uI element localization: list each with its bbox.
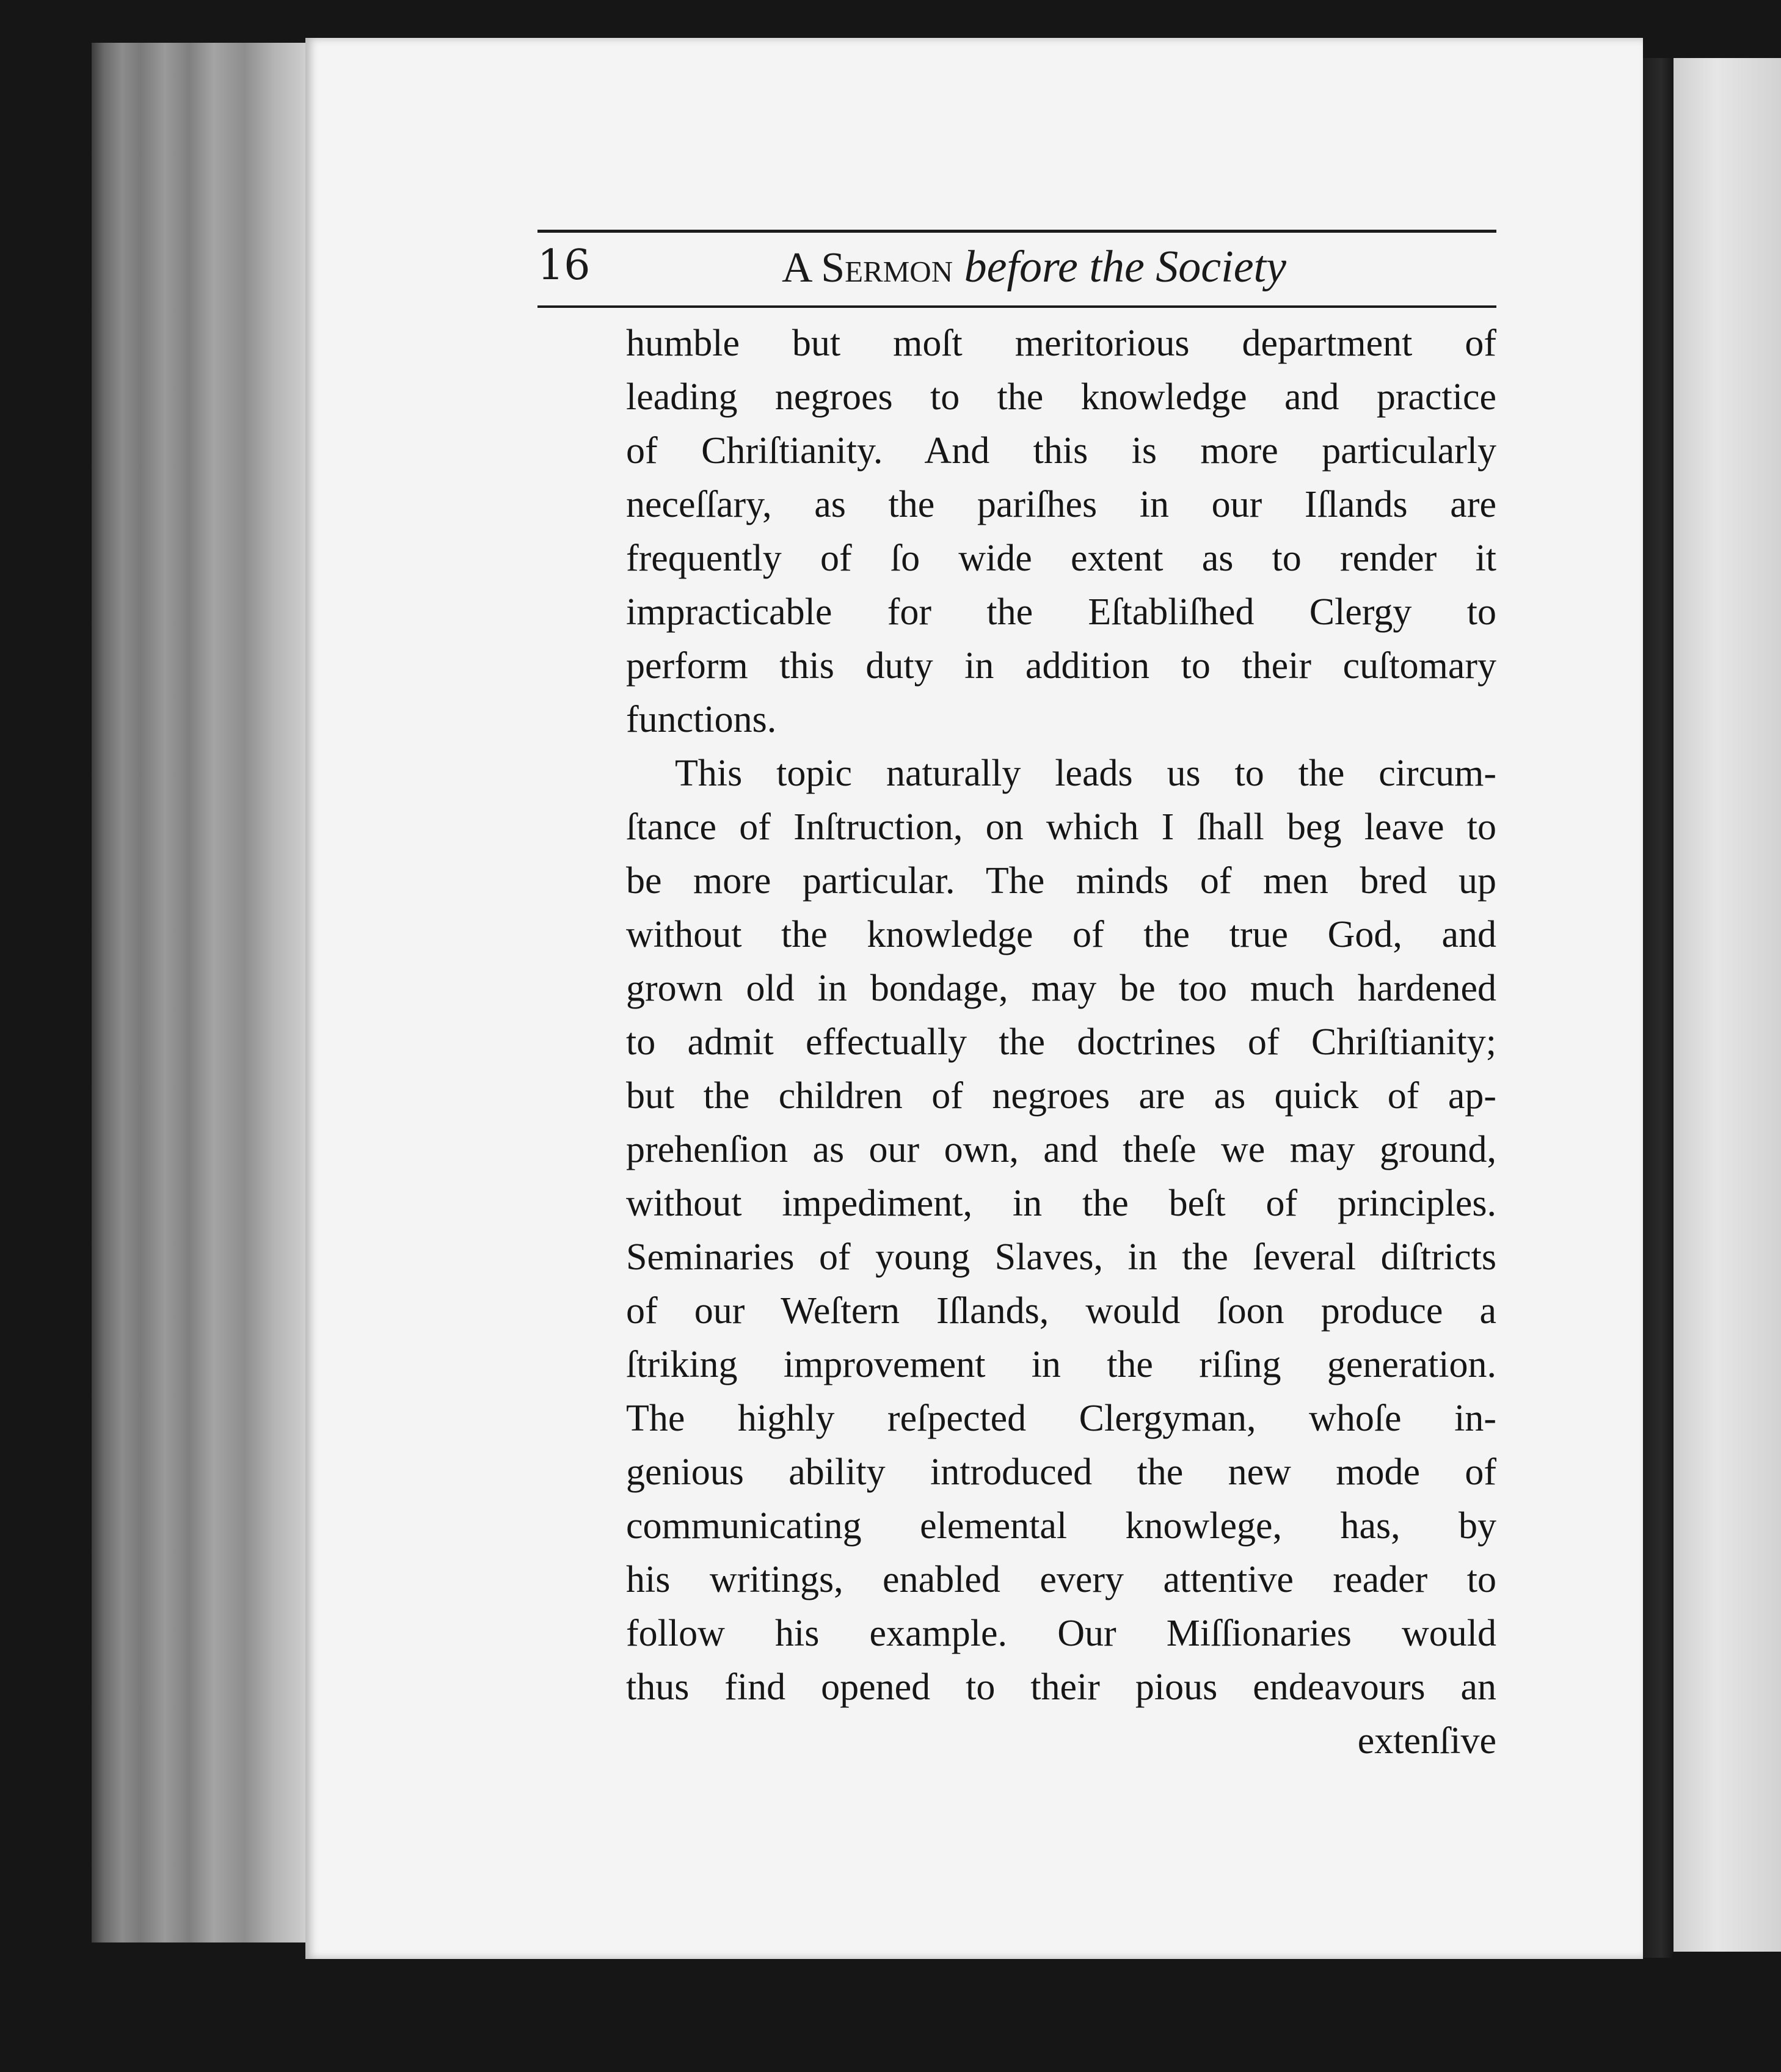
text-line: his writings, enabled every attentive reader to [626,1559,1496,1600]
text-line: leading negroes to the knowledge and practice [626,376,1496,418]
header-rule-bottom [537,305,1496,308]
body-text [626,316,1496,1768]
text-line: perform this duty in addition to their cuſtomary [626,645,1496,687]
gutter-shadow [1643,58,1674,1958]
running-head [782,241,1286,293]
text-line: functions. [626,699,777,740]
text-line: of our Weſtern Iſlands, would ſoon produce a [626,1290,1496,1332]
text-line: to admit effectually the doctrines of Chriſtianity; [626,1021,1496,1063]
page-edges [92,43,311,1942]
text-line: be more particular. The minds of men bred up [626,860,1496,902]
text-line: humble but moſt meritorious department of [626,323,1496,364]
text-line: without impediment, in the beſt of principles. [626,1183,1496,1224]
header-rule-top [537,230,1496,233]
text-line: impracticable for the Eſtabliſhed Clergy to [626,591,1496,633]
text-line: thus find opened to their pious endeavours an [626,1666,1496,1708]
catchword: extenſive [1357,1720,1496,1762]
text-line: frequently of ſo wide extent as to render it [626,538,1496,579]
text-line: Seminaries of young Slaves, in the ſeveral diſtricts [626,1236,1496,1278]
running-head-title: A Sermon [782,244,953,291]
facing-page-edge [1674,58,1781,1952]
text-line: grown old in bondage, may be too much hardened [626,968,1496,1009]
text-line: This topic naturally leads us to the circum- [675,753,1496,794]
text-line: ſtriking improvement in the riſing generation. [626,1344,1496,1385]
page-number: 16 [537,241,591,290]
text-line: without the knowledge of the true God, and [626,914,1496,955]
text-line: The highly reſpected Clergyman, whoſe in- [626,1398,1496,1439]
text-line: neceſſary, as the pariſhes in our Iſlands are [626,484,1496,525]
text-line: ſtance of Inſtruction, on which I ſhall beg leave to [626,806,1496,848]
text-line: communicating elemental knowlege, has, by [626,1505,1496,1547]
running-head-subtitle: before the Society [964,242,1286,292]
text-line: but the children of negroes are as quick of ap- [626,1075,1496,1117]
text-line: prehenſion as our own, and theſe we may ground, [626,1129,1496,1170]
text-line: of Chriſtianity. And this is more particularly [626,430,1496,472]
text-line: genious ability introduced the new mode of [626,1451,1496,1493]
text-line: follow his example. Our Miſſionaries would [626,1613,1496,1654]
